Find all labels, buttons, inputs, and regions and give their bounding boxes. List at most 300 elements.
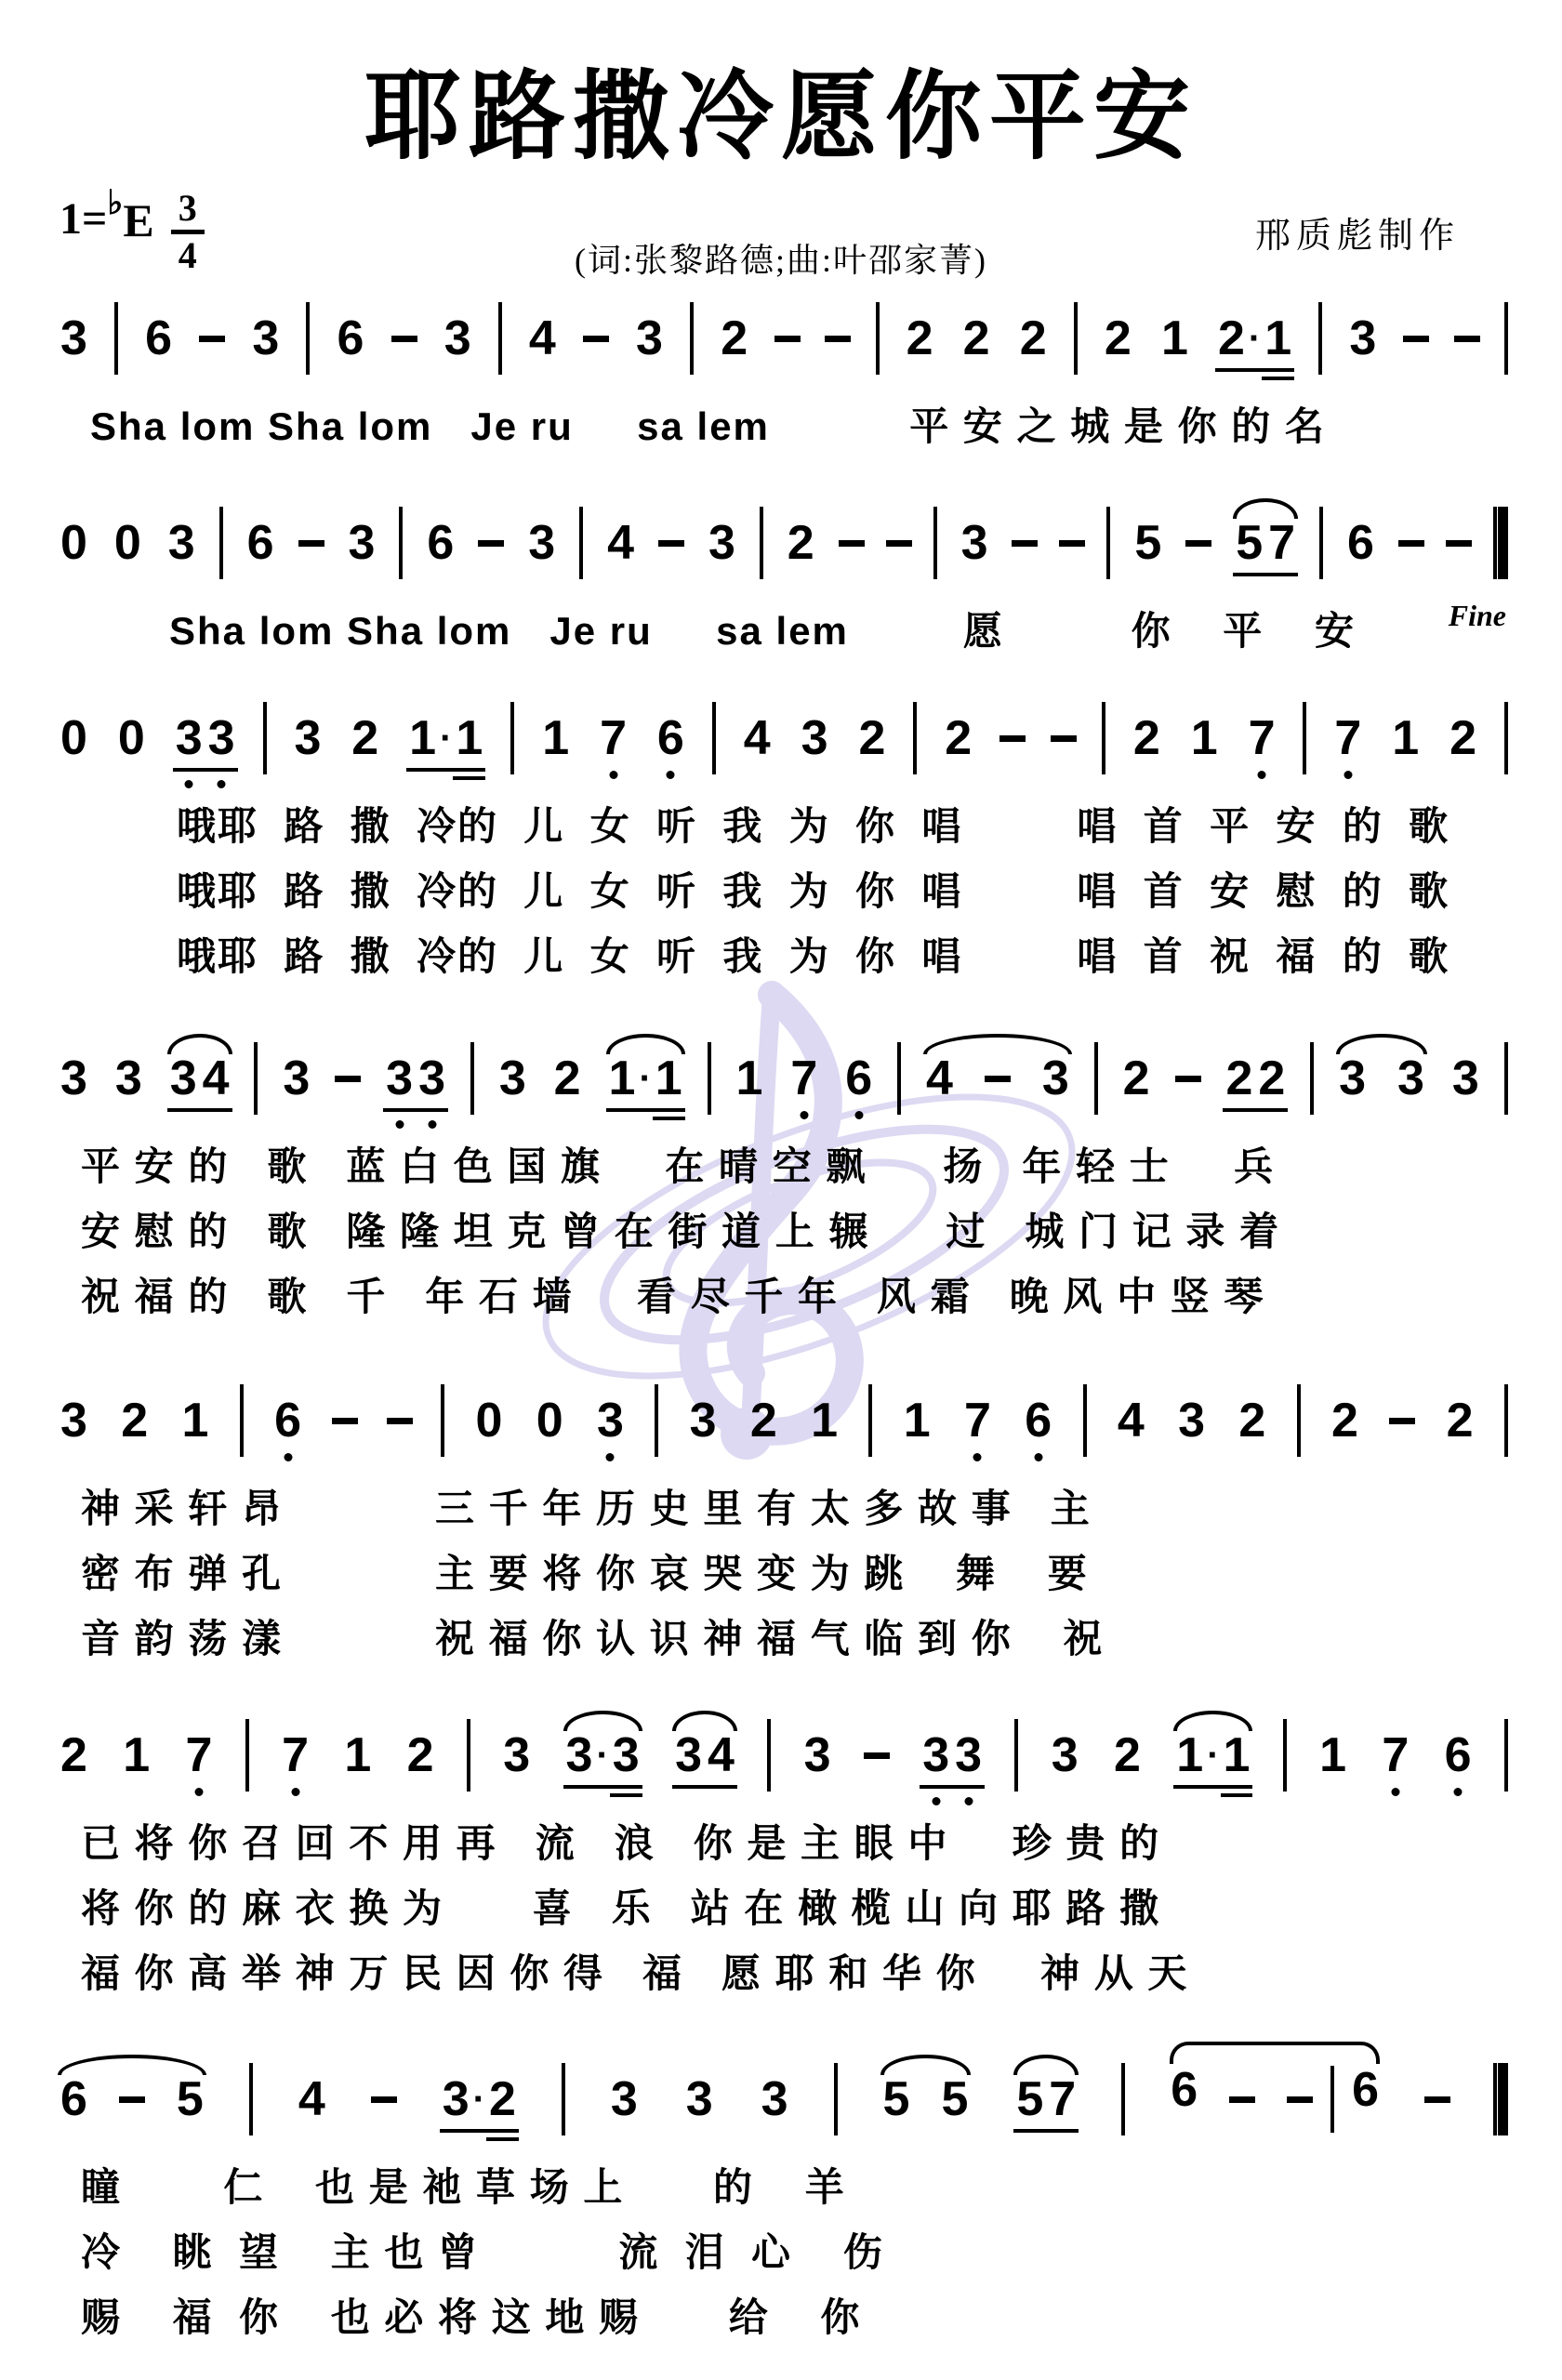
dash-note <box>1424 2096 1450 2103</box>
note-group <box>741 711 774 765</box>
note-group <box>1331 711 1364 765</box>
note-char: 0 <box>113 516 141 570</box>
note-char: 0 <box>60 516 87 570</box>
note-char: 1 <box>181 1394 209 1448</box>
note-group <box>279 1728 311 1782</box>
lyric-line: 哦耶 路 撒 冷的 儿 女 听 我 为 你 唱 唱 首 祝 福 的 歌 <box>177 934 1450 978</box>
note-char: 5 <box>882 2072 910 2126</box>
note-char: 2 <box>1446 1394 1474 1448</box>
note-char: 1 <box>1160 311 1188 365</box>
note-group <box>291 711 324 765</box>
barline <box>897 1042 901 1115</box>
notation-row <box>58 1030 1508 1127</box>
note-group <box>539 711 572 765</box>
note-group <box>633 311 666 365</box>
note-char: 3 <box>1397 1051 1424 1105</box>
note-char: 7 <box>1268 516 1296 570</box>
note-group <box>1131 711 1163 765</box>
barline <box>876 302 880 375</box>
note-group <box>173 711 238 765</box>
notation-row <box>58 495 1508 591</box>
note-group <box>801 1728 834 1782</box>
note-group <box>734 1051 766 1105</box>
note-char: 4 <box>707 1728 735 1782</box>
barline <box>933 507 937 579</box>
dash-note <box>1185 540 1211 547</box>
barline <box>767 1719 771 1792</box>
note-char: 6 <box>246 516 274 570</box>
barline <box>1014 1719 1018 1792</box>
note-group <box>597 711 629 765</box>
music-system <box>58 495 1508 656</box>
barline <box>868 1384 872 1457</box>
note-char: 3 <box>114 1051 142 1105</box>
note-group <box>799 711 831 765</box>
dash-note <box>371 2096 397 2103</box>
time-denominator: 4 <box>178 234 197 276</box>
note-char: 2 <box>121 1394 149 1448</box>
note-char: 5 <box>176 2072 204 2126</box>
note-group <box>113 1051 145 1105</box>
note-group <box>1329 1394 1361 1448</box>
note-group <box>120 1728 152 1782</box>
barline <box>1504 702 1508 774</box>
note-group <box>383 1051 448 1105</box>
note-group <box>1188 711 1221 765</box>
note-group <box>785 516 817 570</box>
note-char: 4 <box>743 711 771 765</box>
note-group <box>534 1394 566 1448</box>
key-letter: E <box>123 194 154 246</box>
note-char: 2 <box>1331 1394 1358 1448</box>
note-char: 3 <box>1339 1051 1367 1105</box>
note-char: 2 <box>1122 1051 1150 1105</box>
note-char: 2 <box>945 711 973 765</box>
note-char: 6 <box>427 516 455 570</box>
note-char: 3 <box>960 516 988 570</box>
note-char: 3 <box>761 2072 788 2126</box>
barline <box>1330 2066 1334 2133</box>
note-char: 4 <box>925 1051 953 1105</box>
note-group <box>526 311 559 365</box>
note-group <box>1246 711 1278 765</box>
note-char: 5 <box>1134 516 1162 570</box>
note-group <box>880 2072 972 2126</box>
barline <box>240 1384 244 1457</box>
note-char: 0 <box>60 711 87 765</box>
note-char: 3 <box>610 2072 638 2126</box>
dash-note <box>1012 540 1038 547</box>
note-group <box>142 311 175 365</box>
barline <box>708 1042 711 1115</box>
song-title: 耶路撒冷愿你平安 <box>364 64 1198 171</box>
note-char: 5 <box>1016 2072 1044 2126</box>
note-group <box>1447 711 1479 765</box>
dash-note <box>1287 2096 1313 2103</box>
barline <box>498 302 502 375</box>
note-group <box>748 1394 780 1448</box>
note-char: 7 <box>790 1051 818 1105</box>
note-char: 6 <box>1347 516 1374 570</box>
note-group <box>179 1394 212 1448</box>
note-group <box>904 311 936 365</box>
note-char: 6 <box>1352 2063 1380 2117</box>
note-group <box>1102 311 1134 365</box>
barline <box>470 1042 474 1115</box>
dash-note <box>886 540 912 547</box>
lyric-line: 音 韵 荡 漾 祝 福 你 认 识 神 福 气 临 到 你 祝 <box>81 1617 1105 1660</box>
note-char: 7 <box>1248 711 1276 765</box>
note-group <box>1017 311 1050 365</box>
note-char: 3 <box>207 711 235 765</box>
note-char: 2 <box>749 1394 777 1448</box>
note-char: 3 <box>675 1728 702 1782</box>
note-group <box>1111 1728 1144 1782</box>
note-char: 7 <box>1334 711 1362 765</box>
note-char: 2 <box>1258 1051 1286 1105</box>
note-group <box>346 516 378 570</box>
music-system <box>58 290 1508 452</box>
barline <box>1121 2063 1125 2135</box>
note-char: 1 <box>456 711 483 765</box>
note-char: 3 <box>1178 1394 1206 1448</box>
note-group <box>1346 311 1379 365</box>
dash-note <box>985 1076 1011 1082</box>
note-char: 6 <box>656 711 684 765</box>
note-char: 1 <box>1223 1728 1251 1782</box>
dot-icon: · <box>1207 1735 1220 1776</box>
barline <box>1094 1042 1098 1115</box>
note-char: 4 <box>607 516 634 570</box>
barline <box>760 507 763 579</box>
barline <box>562 2063 565 2135</box>
note-char: 2 <box>1449 711 1477 765</box>
barline <box>249 2063 253 2135</box>
note-group <box>1175 1394 1208 1448</box>
note-char: 7 <box>282 1728 310 1782</box>
dot-icon: · <box>440 718 453 759</box>
lyric-line: 已 将 你 召 回 不 用 再 流 浪 你 是 主 眼 中 珍 贵 的 <box>81 1821 1161 1865</box>
barline <box>263 702 267 774</box>
note-group <box>683 2072 716 2126</box>
dash-note <box>1051 735 1077 742</box>
note-char: 2 <box>1225 1051 1253 1105</box>
barline <box>690 302 694 375</box>
barline <box>1310 1042 1314 1115</box>
dash-note <box>839 540 865 547</box>
barline <box>1297 1384 1301 1457</box>
note-char: 2 <box>1217 311 1245 365</box>
note-group <box>349 711 381 765</box>
note-char: 2 <box>1104 311 1132 365</box>
lyric-line: Sha lom Sha lom Je ru sa lem 平 安 之 城 是 你 的 名 <box>90 404 1326 448</box>
note-group <box>606 1051 685 1105</box>
note-char: 1 <box>123 1728 151 1782</box>
note-group <box>1132 516 1164 570</box>
note-char: 4 <box>298 2072 325 2126</box>
barline <box>114 302 118 375</box>
note-char: 3 <box>498 1051 526 1105</box>
note-char: 3 <box>60 1051 87 1105</box>
note-char: 0 <box>117 711 145 765</box>
note-char: 7 <box>1382 1728 1410 1782</box>
note-group <box>440 2072 519 2126</box>
music-system <box>58 1030 1508 1322</box>
note-group <box>472 1394 505 1448</box>
note-char: 3 <box>283 1051 311 1105</box>
note-char: 1 <box>655 1051 682 1105</box>
lyric-line: Sha lom Sha lom Je ru sa lem 愿 你 平 安 <box>169 609 1356 653</box>
dash-note <box>1446 540 1472 547</box>
note-group <box>58 516 90 570</box>
note-char: 0 <box>475 1394 503 1448</box>
note-char: 1 <box>1176 1728 1204 1782</box>
note-group <box>58 1728 90 1782</box>
note-group <box>808 1394 841 1448</box>
note-char: 3 <box>442 2072 470 2126</box>
note-char: 2 <box>1132 711 1160 765</box>
note-group <box>1049 1728 1081 1782</box>
note-group <box>594 1394 627 1448</box>
lyric-line: 福 你 高 举 神 万 民 因 你 得 福 愿 耶 和 华 你 神 从 天 <box>81 1951 1189 1995</box>
note-char: 3 <box>418 1051 445 1105</box>
barline <box>1074 302 1078 375</box>
note-group <box>280 1051 312 1105</box>
note-char: 1 <box>542 711 570 765</box>
dash-note <box>478 540 504 547</box>
note-char: 6 <box>145 311 173 365</box>
note-group <box>1223 1051 1288 1105</box>
note-char: 2 <box>1019 311 1047 365</box>
note-char: 4 <box>528 311 556 365</box>
note-char: 1 <box>344 1728 372 1782</box>
note-group <box>788 1051 820 1105</box>
dash-note <box>1175 1076 1201 1082</box>
note-group <box>245 516 277 570</box>
note-group <box>901 1394 933 1448</box>
note-group <box>1389 711 1422 765</box>
note-group <box>759 2072 791 2126</box>
barline <box>1303 702 1306 774</box>
note-char: 1 <box>811 1394 839 1448</box>
note-char: 2 <box>1238 1394 1266 1448</box>
note-char: 3 <box>612 1728 640 1782</box>
note-group <box>672 1728 737 1782</box>
barline <box>1504 1384 1508 1457</box>
lyric-line: 将 你 的 麻 衣 换 为 喜 乐 站 在 橄 榄 山 向 耶 路 撒 <box>81 1886 1161 1930</box>
dash-note <box>119 2096 145 2103</box>
note-char: 3 <box>922 1728 950 1782</box>
note-char: 1 <box>735 1051 763 1105</box>
note-char: 6 <box>1444 1728 1472 1782</box>
barline <box>1504 1719 1508 1792</box>
lyric-line: 安 慰 的 歌 隆 隆 坦 克 曾 在 街 道 上 辗 过 城 门 记 录 着 <box>81 1210 1281 1253</box>
note-group <box>551 1051 584 1105</box>
lyric-line: 哦耶 路 撒 冷的 儿 女 听 我 为 你 唱 唱 首 平 安 的 歌 <box>177 804 1450 848</box>
note-group <box>406 711 485 765</box>
flat-icon: ♭ <box>107 184 124 221</box>
barline <box>1083 1384 1087 1457</box>
barline <box>712 702 716 774</box>
note-char: 5 <box>941 2072 969 2126</box>
note-char: 3 <box>708 516 735 570</box>
note-group <box>496 1051 529 1105</box>
note-char: 3 <box>60 311 87 365</box>
arranger-credit: 邢质彪制作 <box>1254 217 1460 256</box>
note-char: 1 <box>608 1051 636 1105</box>
note-char: 3 <box>565 1728 593 1782</box>
note-group <box>1168 2063 1382 2133</box>
note-char: 2 <box>962 311 990 365</box>
note-char: 2 <box>351 711 379 765</box>
dash-note <box>1403 336 1429 342</box>
note-char: 3 <box>1051 1728 1079 1782</box>
note-char: 5 <box>1236 516 1264 570</box>
lyric-line: 冷 眺 望 主 也 曾 流 泪 心 伤 <box>81 2230 884 2274</box>
note-char: 3 <box>169 1051 197 1105</box>
note-char: 1 <box>903 1394 931 1448</box>
note-group <box>687 1394 720 1448</box>
barline <box>254 1042 258 1115</box>
lyric-line: 祝 福 的 歌 千 年 石 墙 看 尽 千 年 风 霜 晚 风 中 竖 琴 <box>81 1275 1265 1318</box>
dash-note <box>825 336 851 342</box>
note-char: 3 <box>1451 1051 1479 1105</box>
dash-note <box>199 336 225 342</box>
note-group <box>335 311 367 365</box>
note-char: 6 <box>337 311 364 365</box>
barline <box>467 1719 470 1792</box>
fine-label: Fine <box>1448 599 1506 632</box>
barline <box>219 507 223 579</box>
note-group <box>842 1051 875 1105</box>
note-char: 3 <box>528 516 556 570</box>
note-group <box>341 1728 374 1782</box>
note-group <box>1442 1728 1475 1782</box>
note-char: 2 <box>721 311 748 365</box>
dash-note <box>864 1752 890 1759</box>
note-group <box>115 711 148 765</box>
note-group <box>183 1728 216 1782</box>
note-group <box>604 516 637 570</box>
note-char: 7 <box>963 1394 991 1448</box>
note-group <box>296 2072 328 2126</box>
note-char: 6 <box>1171 2063 1198 2117</box>
note-char: 3 <box>1349 311 1377 365</box>
note-char: 1 <box>1190 711 1218 765</box>
key-prefix: 1= <box>60 194 108 244</box>
dash-note <box>1454 336 1480 342</box>
note-group <box>855 711 888 765</box>
note-group <box>942 711 974 765</box>
note-char: 6 <box>60 2072 87 2126</box>
note-group <box>1215 311 1294 365</box>
note-char: 7 <box>185 1728 213 1782</box>
note-group <box>1013 2072 1079 2126</box>
note-group <box>1158 311 1191 365</box>
dash-note <box>1389 1418 1415 1424</box>
dot-icon: · <box>1248 318 1262 359</box>
note-char: 2 <box>553 1051 581 1105</box>
music-system <box>58 1707 1508 1999</box>
note-char: 4 <box>1117 1394 1145 1448</box>
note-char: 3 <box>685 2072 713 2126</box>
note-group <box>58 2072 206 2126</box>
note-group <box>525 516 558 570</box>
note-group <box>655 711 687 765</box>
note-char: 6 <box>1025 1394 1052 1448</box>
note-group <box>271 1394 304 1448</box>
note-group <box>1336 1051 1427 1105</box>
note-group <box>1317 1728 1349 1782</box>
note-char: 2 <box>906 311 933 365</box>
barline <box>1504 302 1508 375</box>
notation-row <box>58 690 1508 787</box>
dash-note <box>387 1418 413 1424</box>
note-char: 2 <box>488 2072 516 2126</box>
barline <box>834 2063 838 2135</box>
note-char: 3 <box>443 311 471 365</box>
note-group <box>442 311 474 365</box>
notation-row <box>58 1372 1508 1469</box>
note-group <box>1344 516 1377 570</box>
note-char: 1 <box>409 711 437 765</box>
dash-note <box>1398 540 1424 547</box>
note-group <box>1444 1394 1476 1448</box>
note-char: 3 <box>386 1051 414 1105</box>
time-numerator: 3 <box>171 190 205 234</box>
note-group <box>1022 1394 1054 1448</box>
barline <box>1319 507 1323 579</box>
dash-note <box>658 540 684 547</box>
note-group <box>58 1394 90 1448</box>
dash-note <box>332 1418 358 1424</box>
lyric-line: 赐 福 你 也 必 将 这 地 赐 给 你 <box>81 2295 862 2339</box>
note-char: 3 <box>294 711 322 765</box>
note-char: 1 <box>1392 711 1420 765</box>
note-char: 7 <box>1049 2072 1077 2126</box>
barline <box>441 1384 444 1457</box>
barline <box>399 507 403 579</box>
barline <box>510 702 514 774</box>
lyricist-composer-credit: (词:张黎路德;曲:叶邵家菁) <box>575 242 987 279</box>
music-system <box>58 1372 1508 1664</box>
notation-row <box>58 290 1508 387</box>
note-group <box>563 1728 642 1782</box>
barline <box>1504 1042 1508 1115</box>
music-system <box>58 690 1508 982</box>
note-char: 3 <box>1041 1051 1069 1105</box>
note-group <box>58 1051 90 1105</box>
note-char: 3 <box>60 1394 87 1448</box>
note-char: 2 <box>1114 1728 1141 1782</box>
note-group <box>1115 1394 1147 1448</box>
note-char: 3 <box>636 311 663 365</box>
note-char: 3 <box>801 711 828 765</box>
note-group <box>608 2072 641 2126</box>
dash-note <box>298 540 324 547</box>
note-group <box>500 1728 533 1782</box>
barline <box>579 507 583 579</box>
note-char: 4 <box>202 1051 230 1105</box>
dash-note <box>1059 540 1085 547</box>
final-barline <box>1493 507 1508 579</box>
note-group <box>165 516 198 570</box>
lyric-line: 神 采 轩 昂 三 千 年 历 史 里 有 太 多 故 事 主 <box>81 1487 1092 1530</box>
note-group <box>404 1728 437 1782</box>
note-char: 3 <box>175 711 203 765</box>
lyric-line: 平 安 的 歌 蓝 白 色 国 旗 在 晴 空 飘 扬 年 轻 士 兵 <box>81 1144 1276 1188</box>
barline <box>913 702 917 774</box>
